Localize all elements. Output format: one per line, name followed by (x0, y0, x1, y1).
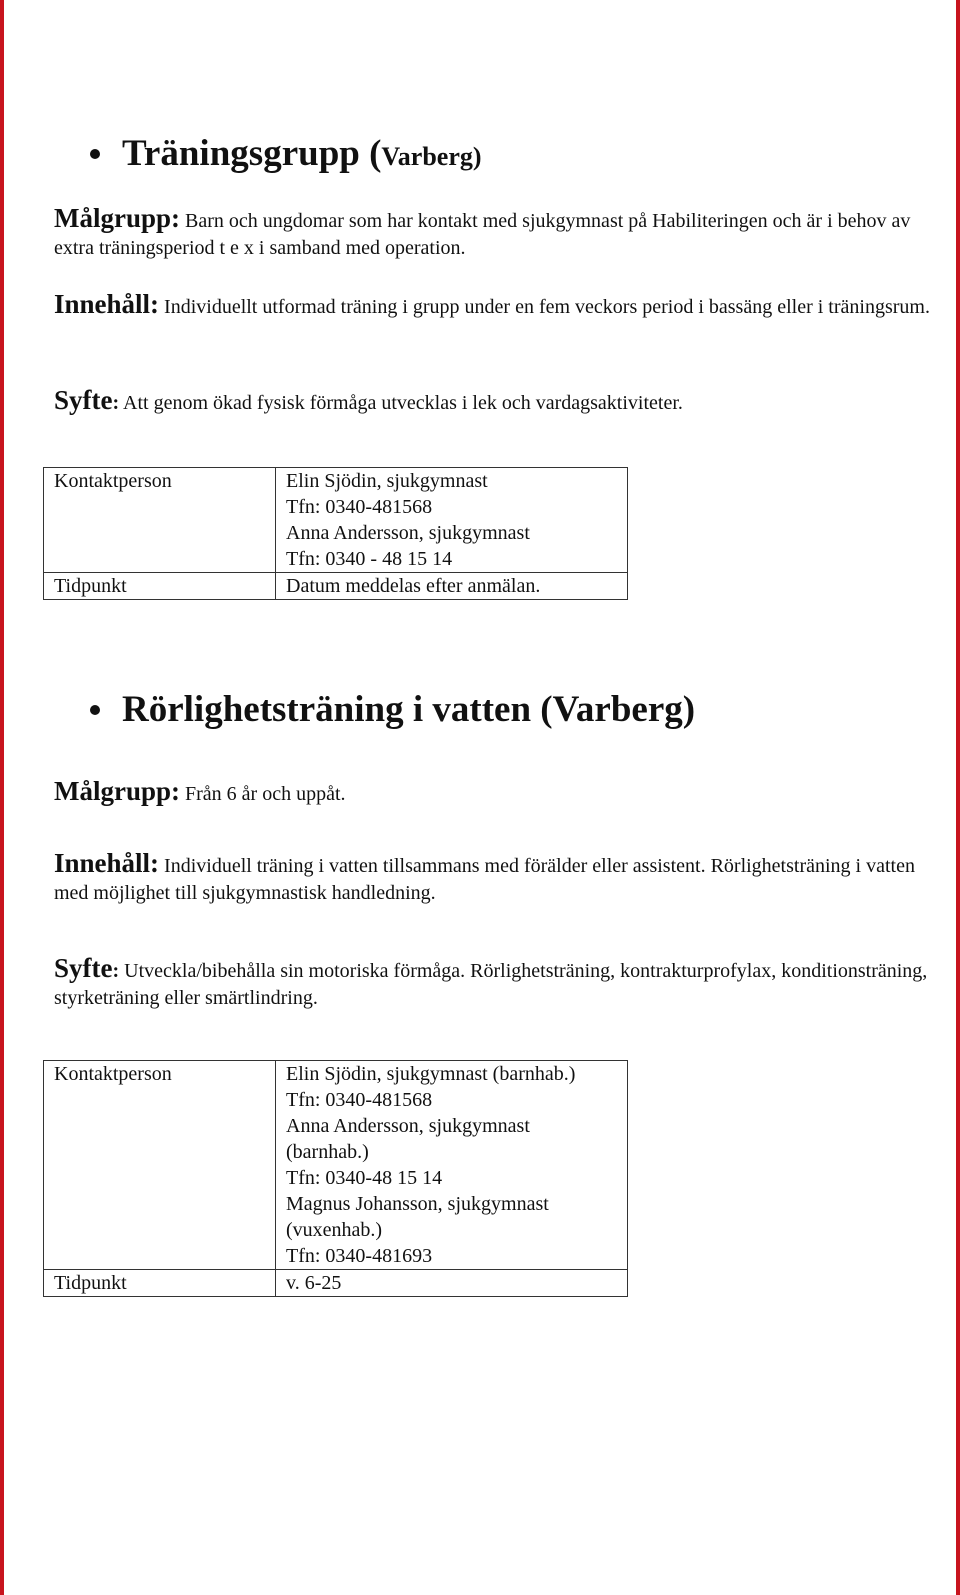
contact-line: (vuxenhab.) (286, 1219, 383, 1241)
kontaktperson-value (276, 1061, 628, 1270)
innehall-text: Individuellt utformad träning i grupp under en fem veckors period i bassäng eller i träningsrum. (159, 296, 930, 318)
tidpunkt-label: Tidpunkt (44, 573, 276, 600)
tidpunkt-value: v. 6-25 (276, 1270, 628, 1297)
syfte-paragraph (54, 387, 934, 417)
kontaktperson-label: Kontaktperson (44, 468, 276, 573)
kontaktperson-label: Kontaktperson (44, 1061, 276, 1270)
contact-line: Magnus Johansson, sjukgymnast (286, 1193, 549, 1215)
malgrupp-paragraph (54, 778, 934, 808)
section-heading-traningsgrupp (90, 132, 482, 175)
kontaktperson-value (276, 468, 628, 573)
contact-table (43, 1060, 628, 1297)
syfte-text: Utveckla/bibehålla sin motoriska förmåga. Rörlighetsträning, kontrakturprofylax, konditionsträning, styrketräning eller smärtlindring. (54, 960, 928, 1009)
malgrupp-text: Från 6 år och uppåt. (180, 783, 346, 805)
section-title: Träningsgrupp ( (122, 133, 382, 174)
contact-line: Tfn: 0340-481693 (286, 1245, 433, 1267)
table-row (44, 1061, 628, 1270)
malgrupp-text: Barn och ungdomar som har kontakt med sjukgymnast på Habiliteringen och är i behov av extra träningsperiod t e x i samband med operation. (54, 210, 911, 259)
syfte-label: Syfte (54, 953, 113, 983)
contact-line: Tfn: 0340-481568 (286, 496, 433, 518)
contact-line: Tfn: 0340-481568 (286, 1089, 433, 1111)
tidpunkt-label: Tidpunkt (44, 1270, 276, 1297)
innehall-label: Innehåll: (54, 848, 160, 878)
contact-table (43, 467, 628, 600)
table-row (44, 468, 628, 573)
syfte-colon: : (112, 392, 120, 414)
page-border-right (956, 0, 960, 1595)
innehall-paragraph (54, 291, 934, 321)
syfte-paragraph (54, 955, 934, 1012)
table-row (44, 1270, 628, 1297)
contact-line: Anna Andersson, sjukgymnast (286, 1115, 530, 1137)
section-title-location: Varberg) (381, 142, 482, 171)
innehall-label: Innehåll: (54, 289, 160, 319)
contact-line: Elin Sjödin, sjukgymnast (barnhab.) (286, 1063, 576, 1085)
malgrupp-label: Målgrupp: (54, 776, 181, 806)
table-row (44, 573, 628, 600)
malgrupp-paragraph (54, 205, 934, 262)
contact-line: Elin Sjödin, sjukgymnast (286, 470, 488, 492)
syfte-label: Syfte (54, 385, 113, 415)
innehall-text: Individuell träning i vatten tillsammans med förälder eller assistent. Rörlighetsträning i vatten med möjlighet till sjukgymnastisk handledning. (54, 855, 915, 904)
contact-line: Tfn: 0340-48 15 14 (286, 1167, 443, 1189)
bullet-icon (90, 149, 100, 159)
syfte-text: Att genom ökad fysisk förmåga utvecklas i lek och vardagsaktiviteter. (119, 392, 683, 414)
contact-line: (barnhab.) (286, 1141, 369, 1163)
innehall-paragraph (54, 850, 934, 907)
section-heading-rorlighetstraning (90, 688, 695, 731)
tidpunkt-value: Datum meddelas efter anmälan. (276, 573, 628, 600)
malgrupp-label: Målgrupp: (54, 203, 181, 233)
bullet-icon (90, 705, 100, 715)
section-title: Rörlighetsträning i vatten (Varberg) (122, 689, 696, 730)
page-border-left (0, 0, 4, 1595)
syfte-colon: : (112, 960, 120, 982)
contact-line: Tfn: 0340 - 48 15 14 (286, 548, 453, 570)
contact-line: Anna Andersson, sjukgymnast (286, 522, 530, 544)
